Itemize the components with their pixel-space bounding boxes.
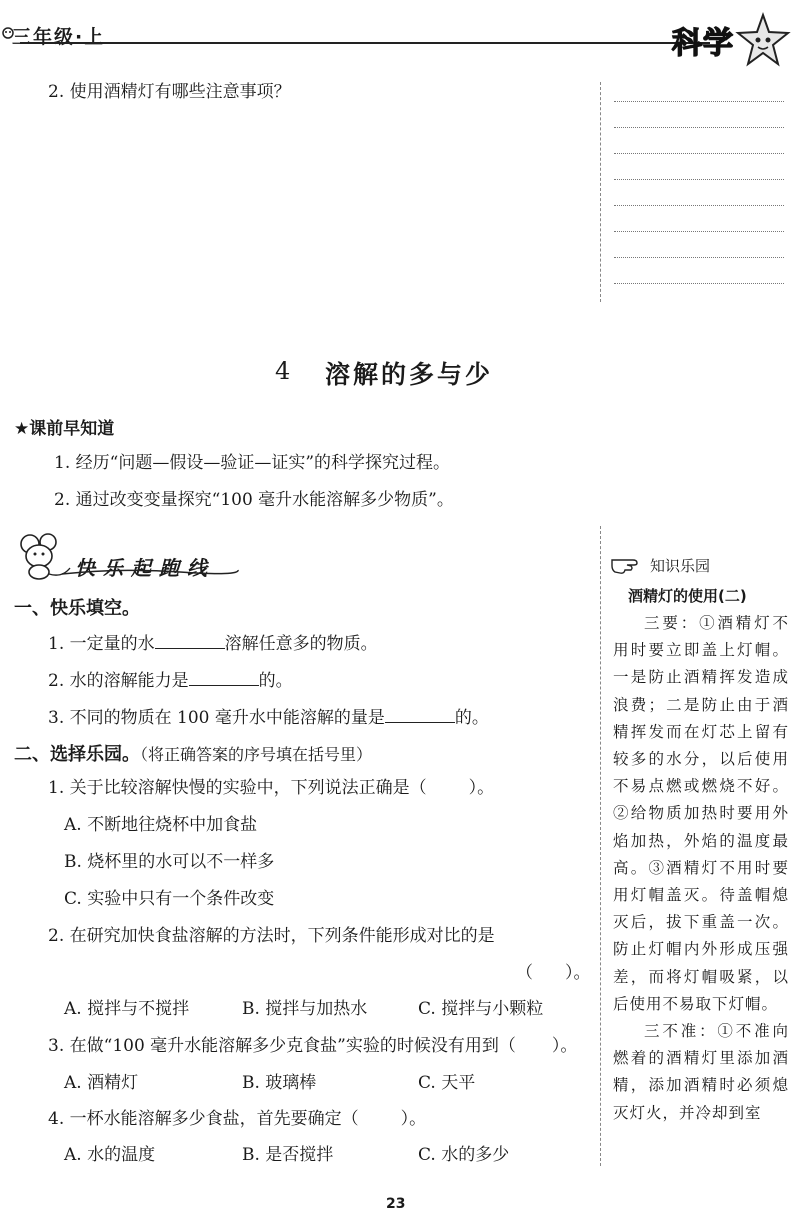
previous-question: 2. 使用酒精灯有哪些注意事项？ — [48, 82, 291, 102]
question-text: 的。 — [258, 671, 293, 691]
fill-question-2 — [48, 669, 293, 692]
answer-blank[interactable] — [155, 632, 225, 649]
sidebar-subtitle: 酒精灯的使用(二) — [628, 587, 747, 605]
option: A. 搅拌与不搅拌 — [64, 999, 190, 1019]
option: C. 实验中只有一个条件改变 — [64, 889, 275, 909]
subject-label: 科学 — [672, 26, 734, 61]
sidebar-paragraph: 三不准：①不准向燃着的酒精灯里添加酒精，添加酒精时必须熄灭灯火，并冷却到室 — [613, 1022, 789, 1122]
option: B. 玻璃棒 — [242, 1073, 317, 1093]
option: C. 搅拌与小颗粒 — [418, 999, 544, 1019]
note-line — [614, 179, 784, 180]
option: C. 天平 — [418, 1073, 476, 1093]
note-line — [614, 153, 784, 154]
question-text: 2. 水的溶解能力是 — [48, 671, 189, 691]
part2-heading: 二、选择乐园。 — [14, 744, 140, 765]
question-text: 3. 不同的物质在 100 毫升水中能溶解的量是 — [48, 708, 385, 728]
star-mascot-icon — [734, 12, 792, 70]
preview-item: 2. 通过改变变量探究“100 毫升水能溶解多少物质”。 — [54, 490, 454, 510]
option: A. 酒精灯 — [64, 1073, 139, 1093]
option: B. 搅拌与加热水 — [242, 999, 368, 1019]
question-text: （ — [516, 963, 533, 983]
note-line — [614, 127, 784, 128]
sidebar-body — [613, 610, 789, 1127]
fill-question-1 — [48, 632, 378, 655]
grade-label: 三年级·上 — [12, 26, 106, 48]
part2-instruction: （将正确答案的序号填在括号里） — [140, 745, 373, 764]
sidebar-paragraph: 三要：①酒精灯不用时要立即盖上灯帽。一是防止酒精挥发造成浪费；二是防止由于酒精挥发而在灯芯上留有较多的水分，以后使用不易点燃或燃烧不好。②给物质加热时要用外焰加热，外焰的温度最高。③酒精灯不用时要用灯帽盖灭。待盖帽熄灭后，拔下重盖一次。防止灯帽内外形成压强差，而将灯帽吸紧，以后使用不易取下灯帽。 — [613, 614, 789, 1013]
question-text: 的。 — [454, 708, 489, 728]
question-text: 3. 在做“100 毫升水能溶解多少克食盐”实验的时候没有用到（ — [48, 1036, 516, 1056]
choice-question-2-answer — [516, 962, 591, 984]
choice-question-4 — [48, 1108, 426, 1130]
banner-title: 快乐起跑线 — [75, 556, 215, 580]
answer-blank[interactable] — [189, 669, 259, 686]
note-line — [614, 257, 784, 258]
pointing-hand-icon — [609, 552, 647, 576]
sidebar-title: 知识乐园 — [650, 557, 711, 575]
choice-question-2: 2. 在研究加快食盐溶解的方法时，下列条件能形成对比的是 — [48, 926, 495, 946]
page-number: 23 — [386, 1196, 406, 1212]
question-text: 1. 关于比较溶解快慢的实验中，下列说法正确是（ — [48, 778, 427, 798]
option: A. 水的温度 — [64, 1145, 156, 1165]
section-title: 溶解的多与少 — [325, 360, 494, 389]
option: B. 烧杯里的水可以不一样多 — [64, 852, 275, 872]
choice-question-1 — [48, 777, 494, 799]
fill-question-3 — [48, 706, 489, 729]
question-text: ）。 — [565, 963, 591, 983]
preview-item: 1. 经历“问题—假设—验证—证实”的科学探究过程。 — [54, 453, 451, 473]
option: A. 不断地往烧杯中加食盐 — [64, 815, 258, 835]
sidebar-divider — [600, 526, 601, 1166]
option: B. 是否搅拌 — [242, 1145, 334, 1165]
preview-title: ★课前早知道 — [14, 419, 115, 439]
question-text: 1. 一定量的水 — [48, 634, 155, 654]
answer-blank[interactable] — [385, 706, 455, 723]
choice-question-3 — [48, 1035, 577, 1057]
note-line — [614, 205, 784, 206]
notes-divider — [600, 82, 601, 302]
banner-underline-icon — [60, 566, 240, 578]
question-text: ）。 — [551, 1036, 578, 1056]
part1-title: 一、快乐填空。 — [14, 598, 140, 619]
question-text: ）。 — [400, 1109, 427, 1129]
header-rule — [20, 42, 710, 44]
note-line — [614, 283, 784, 284]
section-number: 4 — [275, 357, 291, 385]
question-text: 4. 一杯水能溶解多少食盐，首先要确定（ — [48, 1109, 359, 1129]
question-text: ）。 — [468, 778, 495, 798]
option: C. 水的多少 — [418, 1145, 510, 1165]
question-text: 溶解任意多的物质。 — [224, 634, 378, 654]
note-line — [614, 101, 784, 102]
part2-title — [14, 740, 372, 766]
note-line — [614, 231, 784, 232]
